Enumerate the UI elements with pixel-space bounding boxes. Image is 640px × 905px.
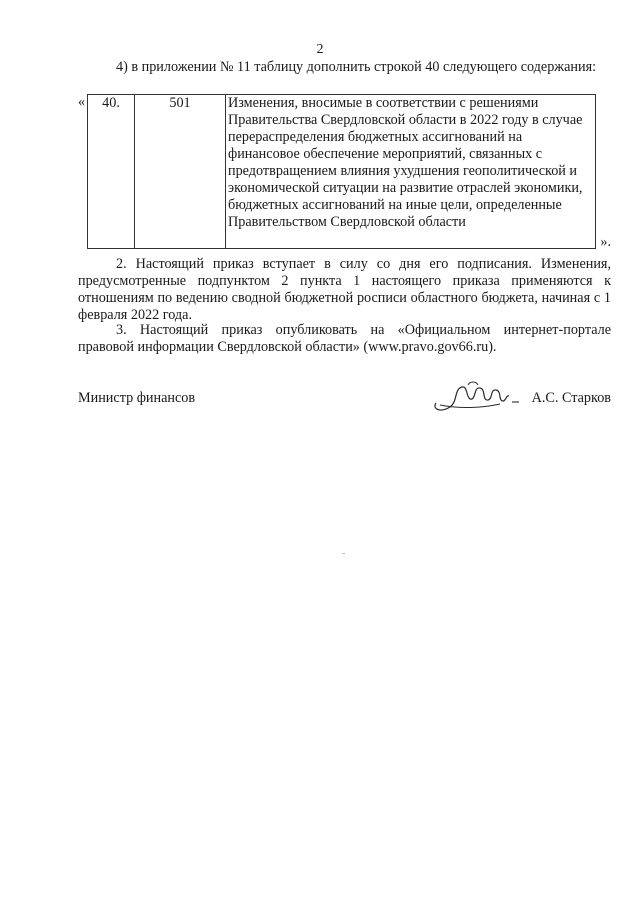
added-table-row (78, 94, 611, 249)
signatory-name: А.С. Старков (531, 390, 611, 406)
row-code-cell: 501 (135, 95, 226, 249)
item-4-paragraph (78, 59, 611, 76)
signature-block (78, 385, 611, 425)
handwritten-signature (430, 379, 520, 419)
page-number: 2 (316, 42, 324, 57)
scan-speck (342, 553, 345, 554)
appendix-table (87, 94, 596, 249)
item-4-text: 4) в приложении № 11 таблицу дополнить строкой 40 следующего содержания: (116, 59, 597, 75)
point-2-paragraph (78, 256, 611, 324)
table-row (88, 95, 596, 249)
point-3-text: 3. Настоящий приказ опубликовать на «Официальном интернет-портале правовой информации Свердловской области» (www.pravo.gov66.ru). (78, 322, 611, 355)
point-2-text: 2. Настоящий приказ вступает в силу со дня его подписания. Изменения, предусмотренные подпунктом 2 пункта 1 настоящего приказа применяются к отношениям по ведению сводной бюджетной росписи областного бюджета, начиная с 1 февраля 2022 года. (78, 256, 611, 323)
row-number-cell: 40. (88, 95, 135, 249)
signatory-title: Министр финансов (78, 390, 196, 406)
opening-quote: « (78, 94, 86, 110)
closing-quote: ». (600, 234, 611, 250)
row-description-cell: Изменения, вносимые в соответствии с решениями Правительства Свердловской области в 2022 году в случае перераспределения бюджетных ассигнований на финансовое обеспечение мероприятий, связанных с предотвращением влияния ухудшения геополитической и экономической ситуации на развитие отраслей экономики, бюджетных ассигнований на иные цели, определенные Правительством Свердловской области (226, 95, 596, 249)
point-3-paragraph (78, 322, 611, 356)
